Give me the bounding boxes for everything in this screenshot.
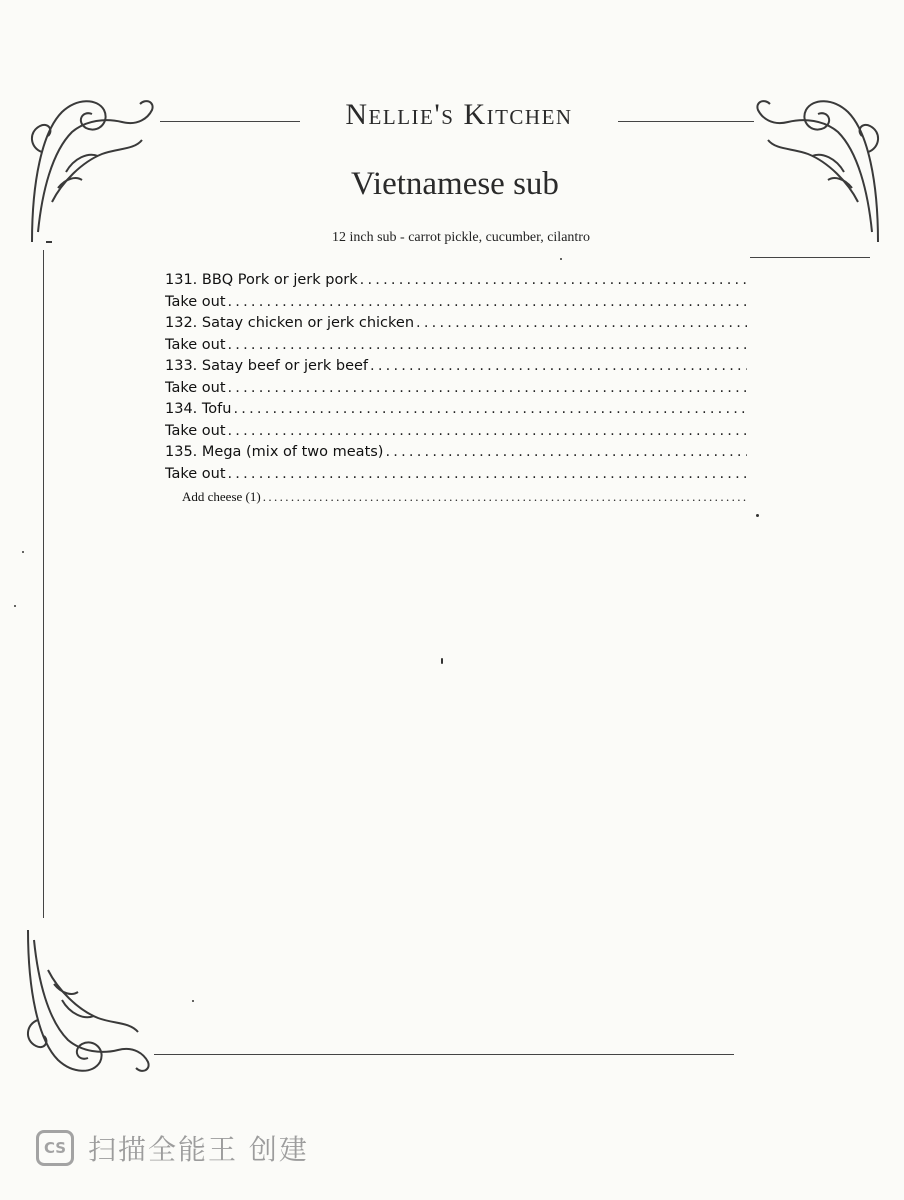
menu-item-label: Take out bbox=[165, 379, 226, 396]
top-rule-right bbox=[608, 121, 754, 122]
menu-addon bbox=[165, 489, 747, 511]
menu-list bbox=[165, 272, 747, 511]
dot-leader bbox=[360, 272, 747, 288]
menu-item-label: 134. Tofu bbox=[165, 401, 232, 417]
menu-item bbox=[165, 315, 747, 337]
menu-item-label: 132. Satay chicken or jerk chicken bbox=[165, 315, 415, 331]
menu-item-label: 135. Mega (mix of two meats) bbox=[165, 444, 384, 460]
bottom-rule bbox=[154, 1054, 734, 1055]
corner-scroll-ornament-top-left bbox=[22, 92, 162, 252]
camscanner-logo-icon: CS bbox=[36, 1130, 74, 1166]
scanner-watermark bbox=[36, 1128, 309, 1168]
dot-leader bbox=[370, 358, 747, 374]
menu-item bbox=[165, 337, 747, 359]
dust-speck bbox=[560, 258, 562, 260]
section-subtitle: 12 inch sub - carrot pickle, cucumber, cilantro bbox=[332, 230, 590, 245]
menu-item bbox=[165, 466, 747, 488]
restaurant-name: Nellie's Kitchen bbox=[300, 98, 618, 132]
dust-speck bbox=[756, 514, 759, 517]
dot-leader bbox=[263, 489, 747, 505]
menu-item-label: Take out bbox=[165, 336, 226, 353]
dust-speck bbox=[441, 658, 443, 664]
menu-item bbox=[165, 358, 747, 380]
dot-leader bbox=[228, 466, 748, 482]
menu-addon-label: Add cheese (1) bbox=[182, 489, 261, 504]
dust-speck bbox=[192, 1000, 194, 1002]
dot-leader bbox=[228, 337, 748, 353]
dot-leader bbox=[228, 423, 748, 439]
menu-item bbox=[165, 272, 747, 294]
menu-item-label: 133. Satay beef or jerk beef bbox=[165, 358, 369, 374]
dot-leader bbox=[416, 315, 747, 331]
corner-scroll-ornament-top-right bbox=[748, 92, 888, 252]
dot-leader bbox=[233, 401, 747, 417]
dot-leader bbox=[385, 444, 747, 460]
menu-item-label: Take out bbox=[165, 465, 226, 482]
dust-speck bbox=[14, 605, 16, 607]
menu-item bbox=[165, 401, 747, 423]
menu-item-label: Take out bbox=[165, 293, 226, 310]
watermark-text: 扫描全能王 创建 bbox=[88, 1133, 309, 1166]
menu-item bbox=[165, 380, 747, 402]
menu-item-label: 131. BBQ Pork or jerk pork bbox=[165, 272, 358, 288]
menu-item-label: Take out bbox=[165, 422, 226, 439]
dot-leader bbox=[228, 380, 748, 396]
corner-scroll-ornament-bottom-left bbox=[18, 920, 158, 1080]
menu-item bbox=[165, 444, 747, 466]
left-border-rule bbox=[43, 250, 44, 918]
dot-leader bbox=[228, 294, 748, 310]
dust-speck bbox=[22, 551, 24, 553]
menu-item bbox=[165, 423, 747, 445]
section-title: Vietnamese sub bbox=[351, 166, 559, 202]
right-short-rule bbox=[750, 257, 870, 258]
menu-item bbox=[165, 294, 747, 316]
top-rule-left bbox=[160, 121, 300, 122]
